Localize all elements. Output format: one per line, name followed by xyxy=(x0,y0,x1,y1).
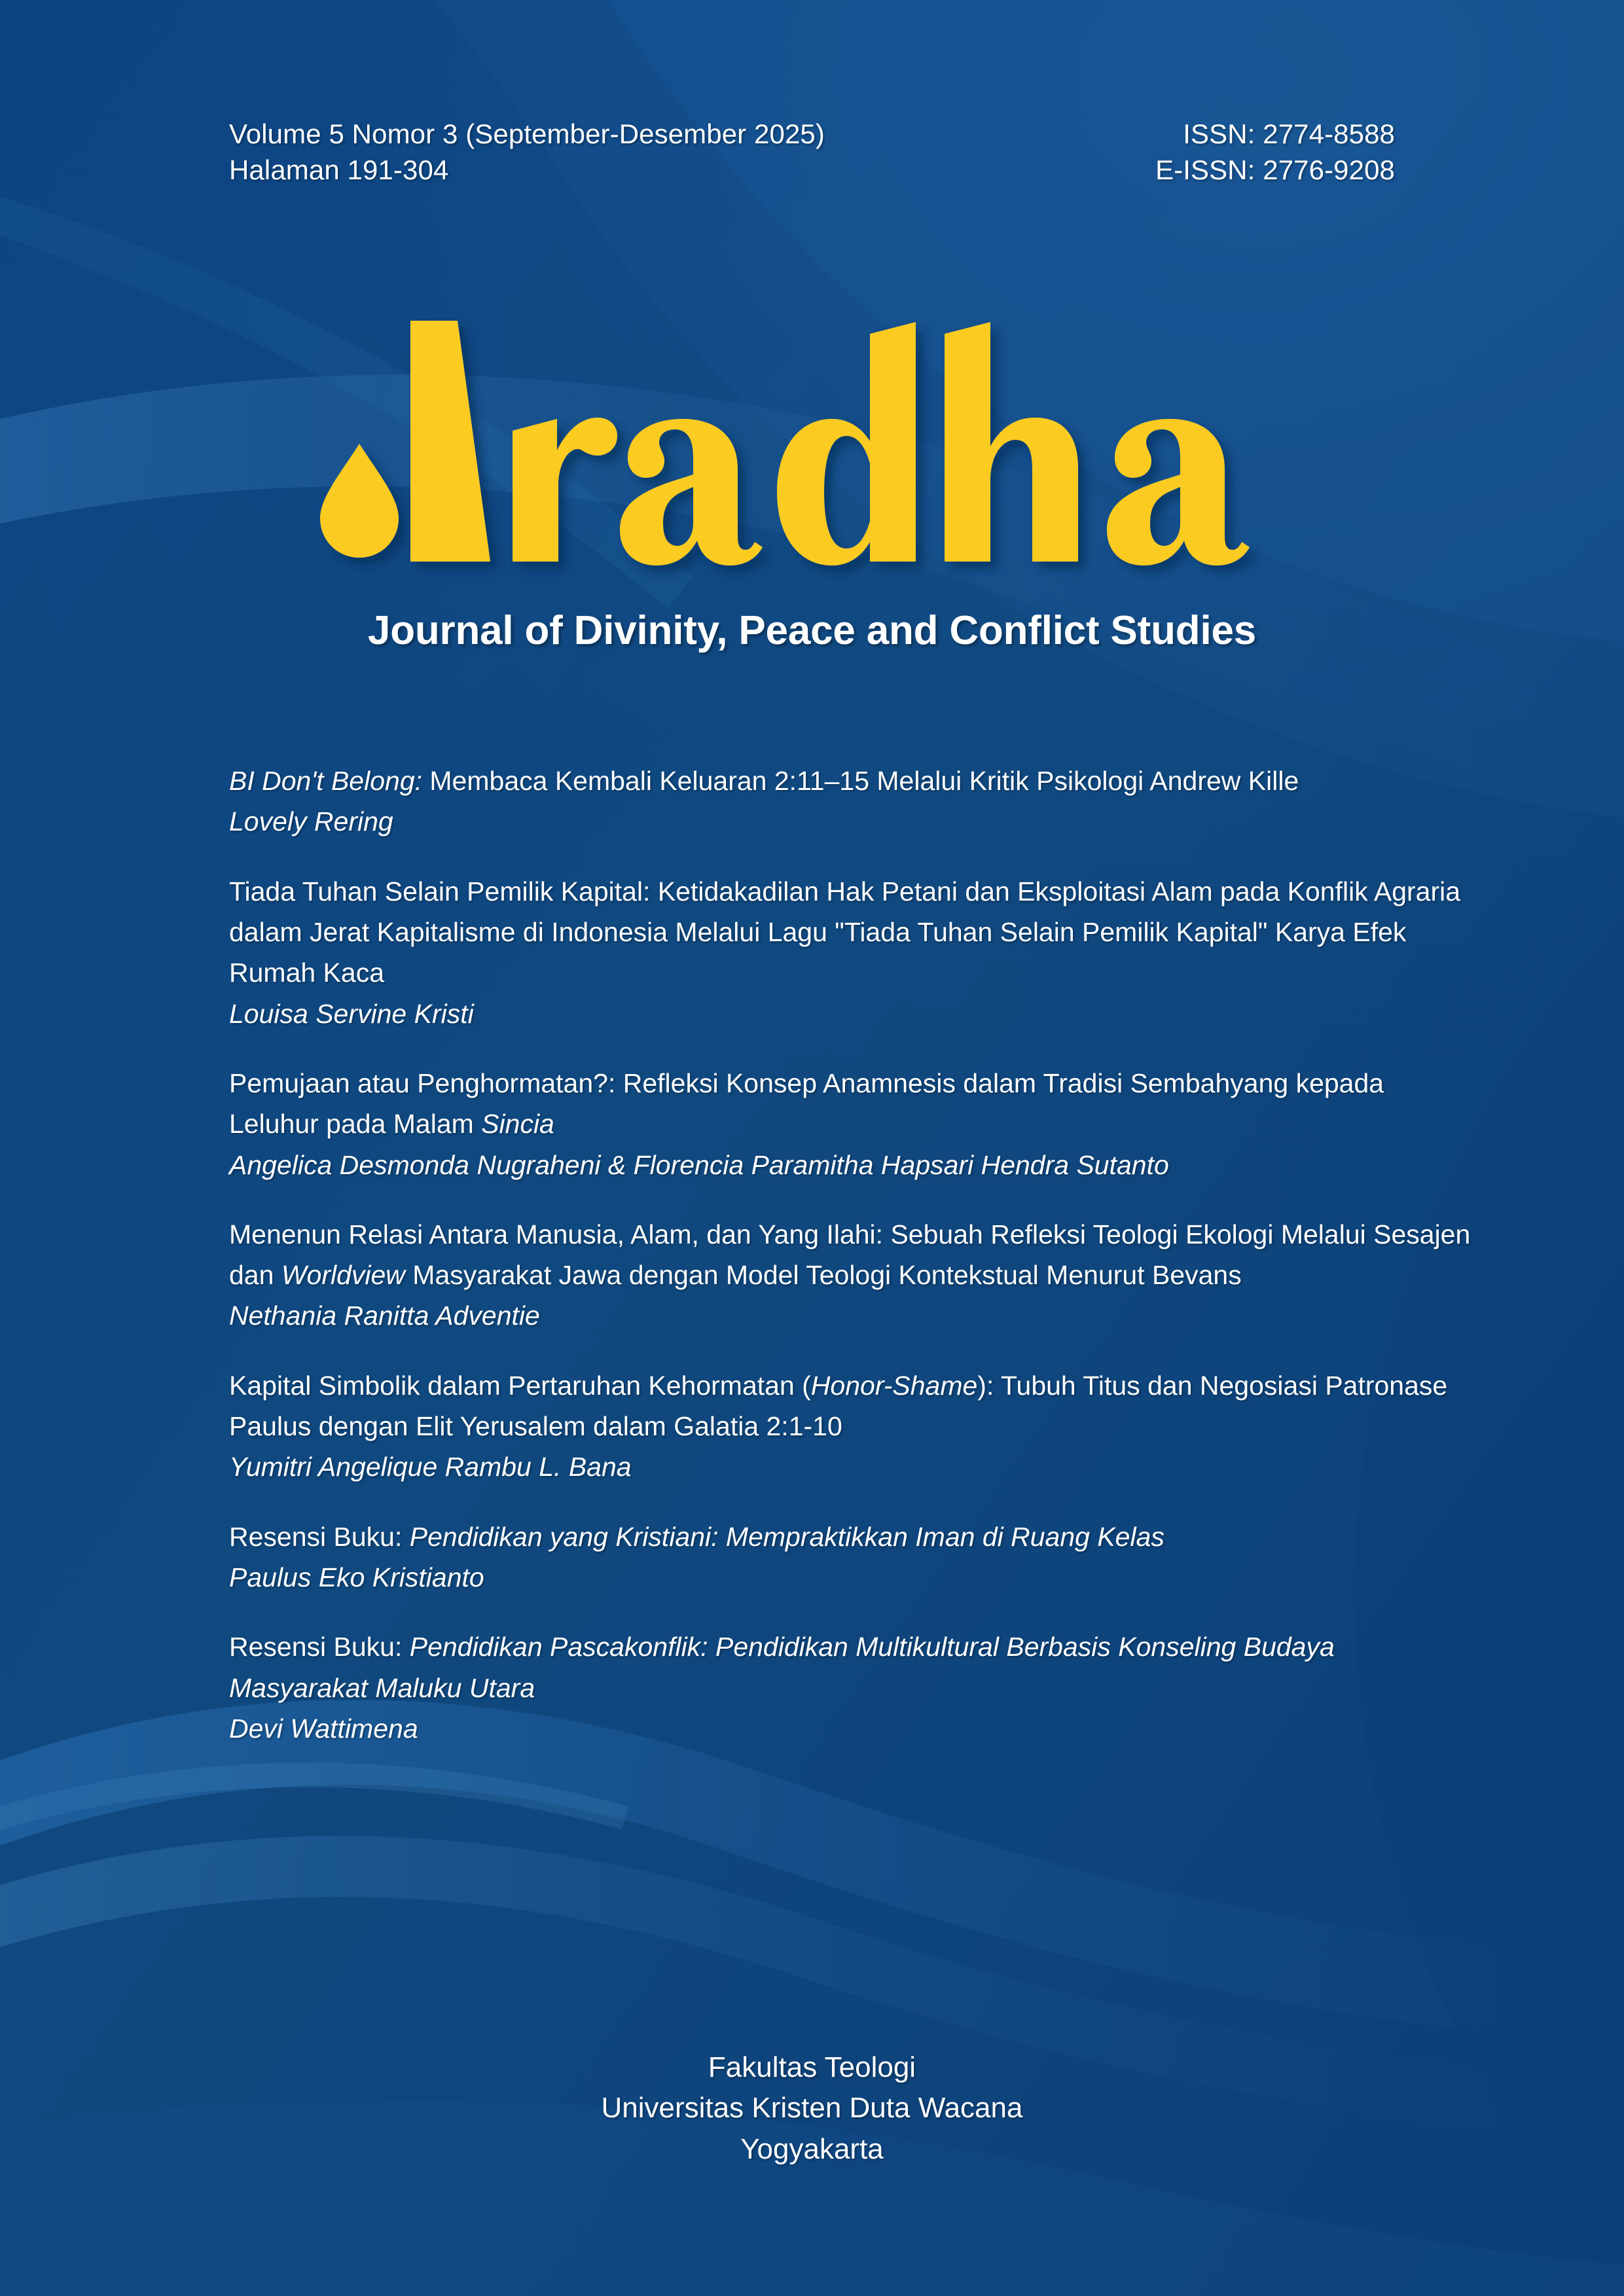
toc-entry xyxy=(229,1214,1473,1336)
article-author: Angelica Desmonda Nugraheni & Florencia Paramitha Hapsari Hendra Sutanto xyxy=(229,1149,1169,1180)
toc-entry xyxy=(229,761,1473,842)
article-title: Pemujaan atau Penghormatan?: Refleksi Konsep Anamnesis dalam Tradisi Sembahyang kepada Leluhur pada Malam Sincia xyxy=(229,1067,1384,1139)
eissn-line: E-ISSN: 2776-9208 xyxy=(1155,154,1395,185)
toc-entry xyxy=(229,1516,1473,1598)
article-title: Tiada Tuhan Selain Pemilik Kapital: Ketidakadilan Hak Petani dan Eksploitasi Alam pada Konflik Agraria dalam Jerat Kapitalisme di Indonesia Melalui Lagu "Tiada Tuhan Selain Pemilik Kapital" Karya Efek Rumah Kaca xyxy=(229,876,1461,988)
publisher-block xyxy=(0,2047,1624,2170)
article-title: Kapital Simbolik dalam Pertaruhan Kehormatan (Honor-Shame): Tubuh Titus dan Negosiasi Patronase Paulus dengan Elit Yerusalem dalam Galatia 2:1-10 xyxy=(229,1370,1448,1442)
toc-entry xyxy=(229,871,1473,1034)
city-line: Yogyakarta xyxy=(740,2132,884,2165)
article-author: Louisa Servine Kristi xyxy=(229,998,474,1029)
toc-entry xyxy=(229,1626,1473,1749)
volume-line: Volume 5 Nomor 3 (September-Desember 2025) xyxy=(229,118,825,149)
article-title: BI Don't Belong: Membaca Kembali Keluaran 2:11–15 Melalui Kritik Psikologi Andrew Kille xyxy=(229,766,1299,796)
pages-line: Halaman 191-304 xyxy=(229,154,449,185)
cover-header xyxy=(0,117,1624,188)
article-author: Paulus Eko Kristianto xyxy=(229,1562,484,1592)
faculty-line: Fakultas Teologi xyxy=(708,2051,916,2083)
issn-info xyxy=(1155,117,1395,188)
table-of-contents xyxy=(229,761,1473,1749)
article-author: Yumitri Angelique Rambu L. Bana xyxy=(229,1452,632,1482)
issue-info xyxy=(229,117,825,188)
article-author: Lovely Rering xyxy=(229,806,393,837)
university-line: Universitas Kristen Duta Wacana xyxy=(601,2092,1023,2125)
article-title: Resensi Buku: Pendidikan Pascakonflik: Pendidikan Multikultural Berbasis Konseling Budaya Masyarakat Maluku Utara xyxy=(229,1632,1335,1703)
article-title: Resensi Buku: Pendidikan yang Kristiani: Mempraktikkan Iman di Ruang Kelas xyxy=(229,1521,1164,1552)
journal-logo xyxy=(0,308,1624,583)
article-title: Menenun Relasi Antara Manusia, Alam, dan Yang Ilahi: Sebuah Refleksi Teologi Ekologi Melalui Sesajen dan Worldview Masyarakat Jawa dengan Model Teologi Kontekstual Menurut Bevans xyxy=(229,1219,1471,1291)
issn-line: ISSN: 2774-8588 xyxy=(1183,118,1395,149)
toc-entry xyxy=(229,1365,1473,1488)
article-author: Devi Wattimena xyxy=(229,1713,418,1744)
aradha-wordmark xyxy=(282,308,1343,583)
article-author: Nethania Ranitta Adventie xyxy=(229,1300,540,1331)
toc-entry xyxy=(229,1063,1473,1185)
journal-subtitle: Journal of Divinity, Peace and Conflict Studies xyxy=(367,608,1257,653)
